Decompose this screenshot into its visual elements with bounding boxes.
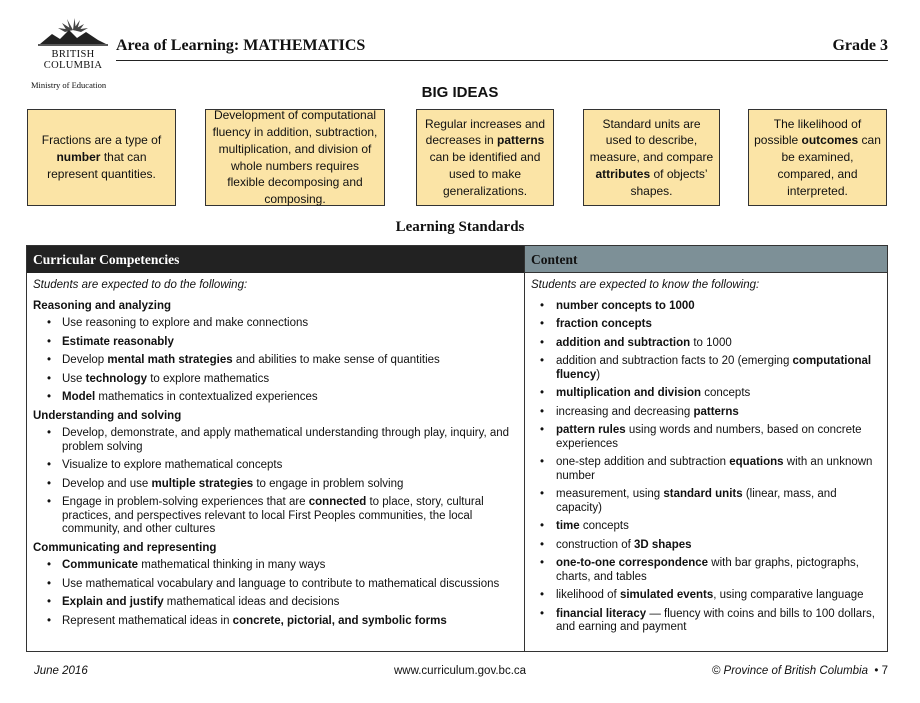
competencies-header: Curricular Competencies (27, 246, 524, 273)
bold-term: 3D shapes (633, 538, 692, 551)
big-idea-text (589, 116, 714, 200)
competency-item (33, 427, 517, 454)
content-item (531, 300, 881, 314)
page-number: • 7 (874, 665, 888, 677)
bold-term: multiple strategies (151, 477, 254, 490)
text-run: construction of (556, 538, 634, 551)
bold-term: technology (85, 372, 147, 385)
bold-term: one-to-one correspondence (556, 557, 709, 569)
competencies-intro: Students are expected to do the following: (33, 279, 248, 291)
content-item (531, 355, 881, 382)
text-run: Use mathematical vocabulary and language to contribute to mathematical discussions (62, 577, 500, 590)
competency-list (33, 317, 517, 405)
competency-section-title: Communicating and representing (33, 541, 217, 554)
competency-item (33, 559, 517, 573)
text-run: increasing and decreasing (556, 405, 694, 418)
text-run: Development of computational fluency in addition, subtraction, multiplication, and division of whole numbers requires flexible decomposing and composing. (212, 108, 378, 207)
text-run: to explore mathematics (147, 372, 270, 385)
bold-term: computational fluency (556, 355, 872, 381)
content-column (531, 279, 881, 640)
text-run: can be examined, compared, and interpreted. (777, 133, 881, 198)
content-item (531, 557, 881, 584)
big-idea-3 (416, 109, 554, 206)
competency-item (33, 336, 517, 350)
logo-line-2: COLUMBIA (43, 60, 103, 71)
bold-term: patterns (693, 405, 739, 418)
text-run: with an unknown number (556, 456, 873, 482)
text-run: to engage in problem solving (253, 477, 404, 490)
bold-term: connected (308, 496, 367, 508)
text-run: Develop and use (62, 477, 152, 490)
big-idea-text (211, 107, 379, 208)
text-run: ) (596, 368, 601, 381)
big-idea-text (33, 132, 170, 182)
competency-section-title: Understanding and solving (33, 409, 182, 422)
content-item (531, 424, 881, 451)
text-run: with bar graphs, pictographs, charts, and tables (556, 557, 859, 583)
text-run: — fluency with coins and bills to 100 dollars, and earning and payment (556, 607, 875, 633)
competency-sections (33, 300, 517, 629)
text-run: Regular increases and decreases in (424, 116, 546, 148)
content-item (531, 406, 881, 420)
bold-term: addition and subtraction (556, 336, 691, 349)
grade-label: Grade 3 (832, 37, 888, 54)
competency-item (33, 578, 517, 592)
area-of-learning-title: Area of Learning: MATHEMATICS (116, 37, 366, 54)
footer-copyright (712, 665, 888, 677)
content-header: Content (525, 246, 887, 273)
competencies-column (33, 279, 517, 633)
big-idea-2 (205, 109, 385, 206)
content-item (531, 337, 881, 351)
learning-standards-title: Learning Standards (395, 219, 525, 235)
content-item (531, 387, 881, 401)
content-item (531, 520, 881, 534)
text-run: Develop, demonstrate, and apply mathematical understanding through play, inquiry, and problem solving (62, 427, 510, 453)
ministry-label: Ministry of Education (31, 80, 107, 90)
text-run: likelihood of (556, 589, 620, 601)
copyright-text: © Province of British Columbia (711, 665, 868, 677)
competency-item (33, 317, 517, 331)
text-run: can be identified and used to make generalizations. (429, 150, 541, 198)
bold-term: Model (62, 391, 96, 403)
footer-date: June 2016 (34, 665, 88, 677)
big-idea-4 (583, 109, 720, 206)
text-run: concepts (579, 520, 629, 532)
content-item (531, 318, 881, 332)
text-run: Fractions are a type of (41, 133, 162, 148)
bold-term: fraction concepts (556, 318, 652, 330)
text-run: , using comparative language (713, 589, 864, 601)
bold-term: pattern rules (556, 424, 626, 436)
text-run: mathematics in contextualized experiences (95, 391, 318, 403)
bold-term: attributes (595, 166, 651, 181)
competency-item (33, 373, 517, 387)
competency-item (33, 391, 517, 405)
competency-item (33, 496, 517, 537)
competency-item (33, 615, 517, 629)
content-item (531, 608, 881, 635)
bold-term: financial literacy (556, 607, 647, 620)
text-run: Standard units are used to describe, measure, and compare (589, 116, 714, 165)
bold-term: mental math strategies (107, 354, 233, 366)
text-run: The likelihood of possible (754, 116, 862, 148)
big-idea-5 (748, 109, 887, 206)
text-run: one-step addition and subtraction (556, 456, 730, 468)
text-run: measurement, using (556, 488, 664, 500)
text-run: Use reasoning to explore and make connections (62, 317, 309, 329)
text-run: Develop (62, 354, 108, 366)
content-item (531, 456, 881, 483)
text-run: Visualize to explore mathematical concepts (62, 459, 283, 471)
column-divider (524, 246, 525, 651)
big-ideas-title: BIG IDEAS (421, 84, 499, 101)
content-intro: Students are expected to know the following: (531, 279, 760, 291)
content-item (531, 488, 881, 515)
text-run: to place, story, cultural practices, and perspectives relevant to local First Peoples communities, the local community, and other cultures (62, 496, 484, 535)
content-item (531, 539, 881, 553)
bold-term: number (56, 150, 101, 165)
text-run: concepts (701, 387, 751, 399)
bold-term: standard units (663, 488, 743, 500)
bc-crest-icon (36, 14, 110, 48)
text-run: that can represent quantities. (47, 150, 156, 181)
competency-list (33, 427, 517, 537)
competency-item (33, 596, 517, 610)
text-run: Use (62, 372, 86, 385)
big-idea-text (422, 116, 548, 200)
competency-list (33, 559, 517, 628)
bold-term: Estimate reasonably (62, 335, 174, 348)
bold-term: patterns (497, 133, 545, 148)
competency-item (33, 459, 517, 473)
competency-section-title: Reasoning and analyzing (33, 299, 172, 312)
bold-term: number concepts to 1000 (556, 299, 695, 312)
content-item (531, 589, 881, 603)
text-run: addition and subtraction facts to 20 (emerging (556, 355, 793, 367)
standards-table (26, 245, 888, 652)
text-run: (linear, mass, and capacity) (556, 488, 837, 514)
text-run: using words and numbers, based on concrete experiences (556, 424, 862, 450)
logo-line-1: BRITISH (51, 49, 95, 60)
text-run: Represent mathematical ideas in (62, 614, 233, 627)
big-idea-text (754, 116, 881, 200)
header-rule (116, 60, 888, 61)
bold-term: simulated events (619, 589, 714, 601)
content-list (531, 300, 881, 635)
big-idea-1 (27, 109, 176, 206)
text-run: Engage in problem-solving experiences that are (62, 496, 309, 508)
bc-logo (34, 14, 112, 71)
text-run: of objects’ shapes. (630, 166, 708, 198)
bold-term: equations (729, 456, 784, 468)
competency-item (33, 354, 517, 368)
bold-term: time (556, 520, 580, 532)
competency-item (33, 478, 517, 492)
text-run: mathematical thinking in many ways (138, 559, 326, 571)
bold-term: Explain and justify (62, 596, 164, 608)
bold-term: outcomes (801, 133, 859, 148)
footer-url[interactable]: www.curriculum.gov.bc.ca (393, 665, 527, 677)
bold-term: multiplication and division (556, 387, 702, 399)
text-run: to 1000 (690, 336, 732, 349)
bold-term: Communicate (62, 559, 139, 571)
text-run: mathematical ideas and decisions (163, 596, 340, 608)
bold-term: concrete, pictorial, and symbolic forms (232, 614, 447, 627)
text-run: and abilities to make sense of quantities (232, 354, 440, 366)
